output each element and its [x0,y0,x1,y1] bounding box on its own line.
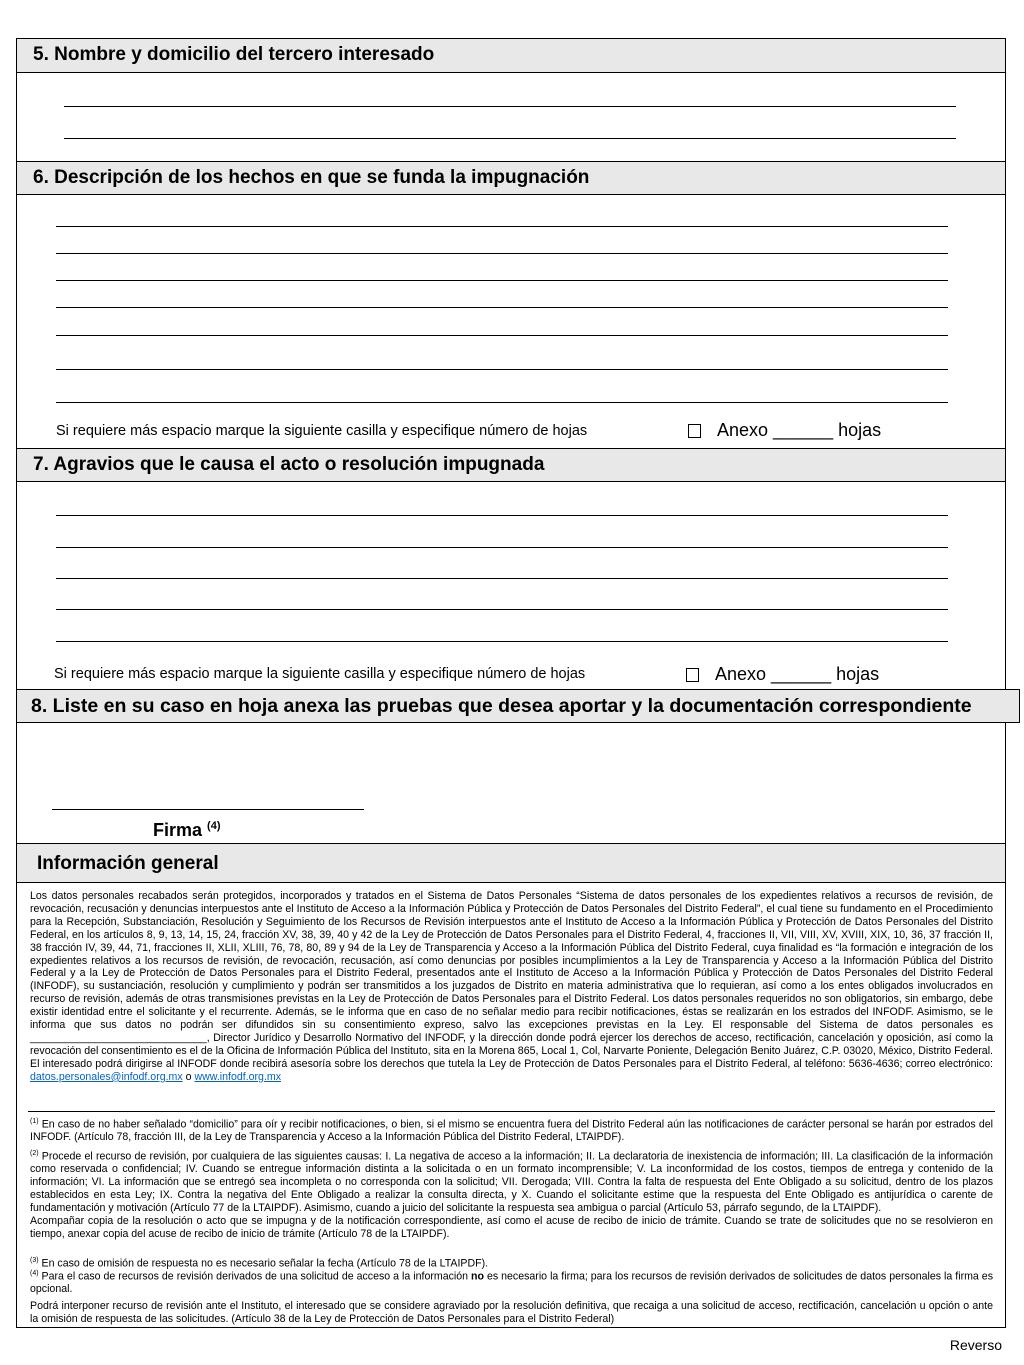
section-7-title: 7. Agravios que le causa el acto o resolución impugnada [33,454,545,475]
section-6-title: 6. Descripción de los hechos en que se funda la impugnación [33,167,590,188]
anexo-field[interactable] [686,664,879,685]
fill-line[interactable] [56,280,948,281]
fill-line[interactable] [64,138,956,139]
fill-line[interactable] [56,578,948,579]
privacy-notice: Los datos personales recabados serán protegidos, incorporados y tratados en el Sistema de Datos Personales “Sistema de datos personales de los expedientes relativos a recursos de revisión, de revocación, recusación y denuncias interpuestos ante el Instituto de Acceso a la Información Pública y Protección de Datos Personales del Distrito Federal”, el cual tiene su fundamento en el Procedimiento para la Recepción, Substanciación, Resolución y Seguimiento de los Recursos de Revisión interpuestos ante el Instituto de Acceso a la Información Pública y Protección de Datos Personales del Distrito Federal, en los artículos 8, 9, 13, 14, 15, 24, fracción XV, 38, 39, 40 y 42 de la Ley de Protección de Datos Personales para el Distrito Federal, 4, fracciones II, VII, VIII, XV, XVIII, XIX, 10, 36, 37 fracción II, 38 fracción IV, 39, 44, 71, fracciones II, XLII, XLIII, 76, 78, 80, 89 y 94 de la Ley de Transparencia y Acceso a la Información Pública del Distrito Federal, cuya finalidad es “la formación e integración de los expedientes relativos a los recursos de revisión, de revocación, recusación, así como denuncias por posibles incumplimientos a la Ley de Transparencia y Acceso a la Información Pública del Distrito Federal y a la Ley de Protección de Datos Personales para el Distrito Federal, presentados ante el Instituto de Acceso a la Información Pública y Protección de Datos Personales del Distrito Federal (INFODF), su sustanciación, resolución y cumplimiento y podrán ser transmitidos a los juzgados de Distrito en materia administrativa que lo requieran, así como a los entes obligados involucrados en recurso de revisión, además de otras transmisiones previstas en la Ley de Protección de Datos Personales para el Distrito Federal. Los datos personales requeridos no son obligatorios, sin embargo, debe existir identidad entre el solicitante y el recurrente. Además, se le informa que en caso de no señalar medio para recibir notificaciones, éstas se realizarán en los estrados del INFODF. Asimismo, se le informa que sus datos no podrán ser difundidos sin su consentimiento expreso, salvo las excepciones previstas en la Ley. El responsable del Sistema de datos personales es ______________________________, Director Jurídico y Desarrollo Normativo del INFODF, y la dirección donde podrá ejercer los derechos de acceso, rectificación, cancelación y oposición, así como la revocación del consentimiento es el de la Oficina de Información Pública del Instituto, sita en la Morena 865, Local 1, Col, Narvarte Poniente, Delegación Benito Juárez, C.P. 03020, México, Distrito Federal. El interesado podrá dirigirse al INFODF donde recibirá asesoría sobre los derechos que tutela la Ley de Protección de Datos Personales para el Distrito Federal, al teléfono: 5636-4636; correo electrónico: datos.personales@infodf.org.mx o www.infodf.org.mx [30,890,993,1083]
footnote-4: $^{(4)}$ Para el caso de recursos de revisión derivados de una solicitud de acceso a la información no es necesario la firma; para los recursos de revisión derivados de solicitudes de datos personales la firma es opcional. [30,1270,993,1296]
fill-line[interactable] [56,641,948,642]
signature-line[interactable] [52,809,364,810]
fill-line[interactable] [56,307,948,308]
signature-label: Firma $^{(4)}$ [153,820,221,840]
section-5-title: 5. Nombre y domicilio del tercero interesado [33,44,435,65]
section-6-header [16,161,1006,195]
space-note: Si requiere más espacio marque la siguiente casilla y especifique número de hojas [56,423,588,439]
section-5-header [16,38,1006,73]
fill-line[interactable] [64,106,956,107]
fill-line[interactable] [56,515,948,516]
anexo-field[interactable] [688,420,881,441]
fill-line[interactable] [56,226,948,227]
divider [28,1111,995,1112]
footnote-ref: (4) [207,820,221,832]
section-8-title: 8. Liste en su caso en hoja anexa las pruebas que desea aportar y la documentación correspondiente [31,695,972,717]
space-note: Si requiere más espacio marque la siguiente casilla y especifique número de hojas [54,666,586,682]
info-header [16,843,1006,883]
fill-line[interactable] [56,402,948,403]
footnote-2: $^{(2)}$ Procede el recurso de revisión, por cualquiera de las siguientes causas: I. La negativa de acceso a la información; II. La declaratoria de inexistencia de información; III. La clasificación de la información como reservada o confidencial; IV. Cuando se entregue información distinta a la solicitada o en un formato incomprensible; V. La inconformidad de los costos, tiempos de entrega y contenido de la información; VI. La información que se entregó sea incompleta o no corresponda con la solicitud; VII. Derogada; VIII. Contra la falta de respuesta del Ente Obligado a su solicitud, dentro de los plazos establecidos en esta Ley; IX. Contra la negativa del Ente Obligado a realizar la consulta directa, y X. Cuando el solicitante estime que la respuesta del Ente Obligado es antijurídica o carente de fundamentación y motivación (Artículo 77 de la LTAIPDF). Asimismo, cuando a juicio del solicitante la respuesta sea ambigua o parcial (Artículo 53, párrafo segundo, de la LTAIPDF). Acompañar copia de la resolución o acto que se impugna y de la notificación correspondiente, así como el acuse de recibo de inicio de trámite. Cuando se trate de solicitudes que no se resolvieron en tiempo, anexar copia del acuse de recibo de inicio de trámite (Artículo 78 de la LTAIPDF). [30,1150,993,1240]
section-7-header [16,448,1006,482]
anexo-label: Anexo ______ hojas [715,664,880,684]
info-title: Información general [37,853,219,874]
fill-line[interactable] [56,335,948,336]
email-link[interactable]: datos.personales@infodf.org.mx [30,1070,183,1083]
appeal-note: Podrá interponer recurso de revisión ante el Instituto, el interesado que se considere agraviado por la resolución definitiva, que recaiga a una solicitud de acceso, rectificación, cancelación u opción o ante la omisión de respuesta de las solicitudes. (Artículo 38 de la Ley de Protección de Datos Personales para el Distrito Federal) [30,1300,993,1325]
website-link[interactable]: www.infodf.org.mx [194,1070,282,1083]
page-side-label: Reverso [949,1337,1002,1353]
anexo-label: Anexo ______ hojas [717,420,882,440]
fill-line[interactable] [56,253,948,254]
footnote-1: $^{(1)}$ En caso de no haber señalado “domicilio” para oír y recibir notificaciones, o bien, si el mismo se encuentra fuera del Distrito Federal aún las notificaciones de carácter personal se harán por estrados del INFODF. (Artículo 78, fracción III, de la Ley de Transparencia y Acceso a la Información Pública del Distrito Federal, LTAIPDF). [30,1118,993,1144]
fill-line[interactable] [56,609,948,610]
fill-line[interactable] [56,369,948,370]
anexo-checkbox[interactable] [686,668,699,682]
footnote-3: $^{(3)}$ En caso de omisión de respuesta no es necesario señalar la fecha (Artículo 78 de la LTAIPDF). [30,1257,489,1270]
anexo-checkbox[interactable] [688,424,701,438]
fill-line[interactable] [56,547,948,548]
section-8-header [16,689,1020,723]
